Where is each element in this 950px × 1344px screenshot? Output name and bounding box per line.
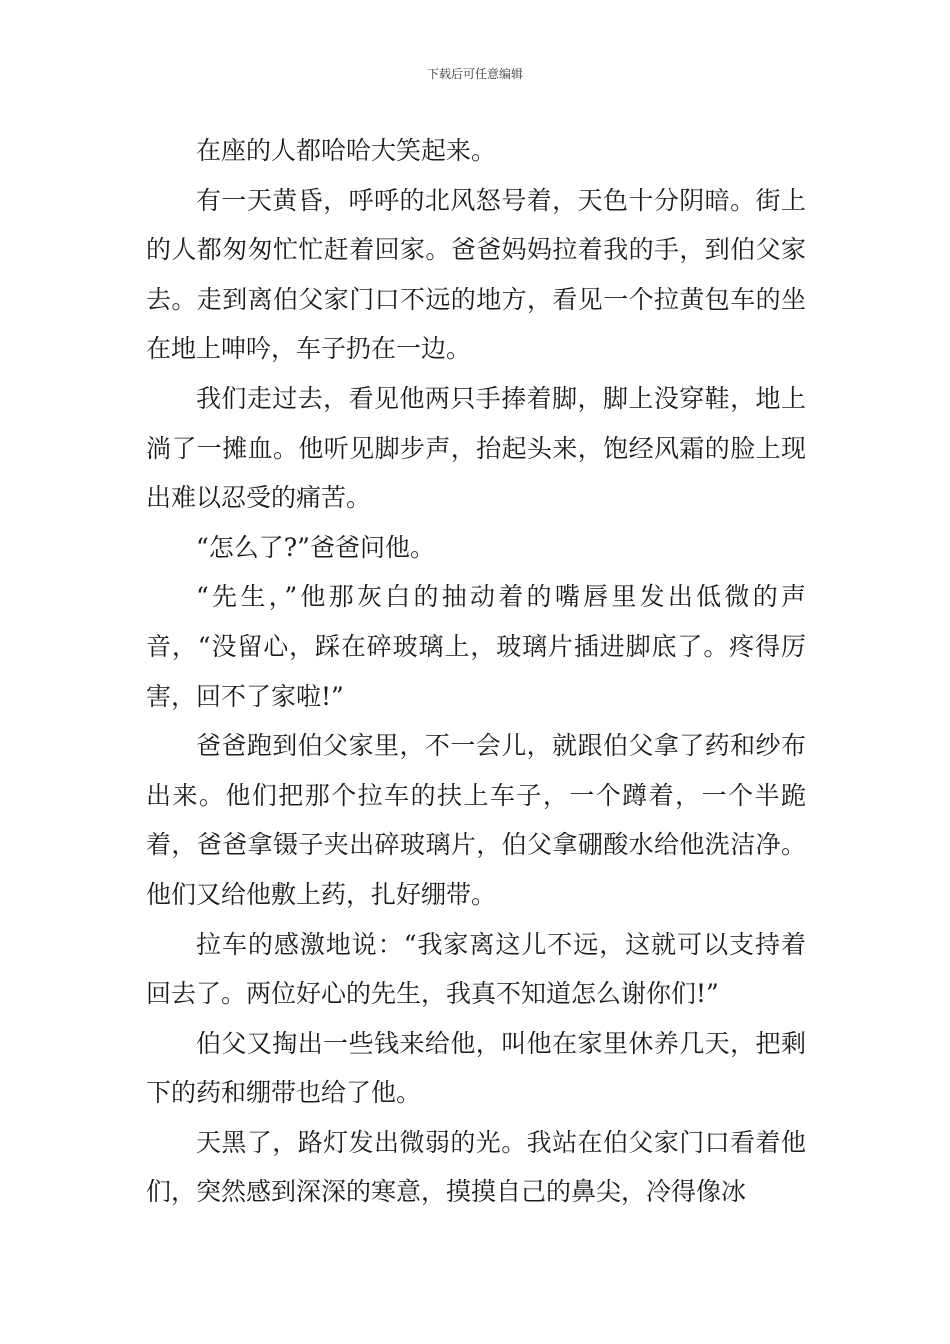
paragraph-3: 我们走过去，看见他两只手捧着脚，脚上没穿鞋，地上淌了一摊血。他听见脚步声，抬起头来，饱经风霜的脸上现出难以忍受的痛苦。 [146, 383, 806, 513]
paragraph-9: 天黑了，路灯发出微弱的光。我站在伯父家门口看着他们，突然感到深深的寒意，摸摸自己的鼻尖，冷得像冰 [146, 1127, 806, 1207]
paragraph-8: 伯父又掏出一些钱来给他，叫他在家里休养几天，把剩下的药和绷带也给了他。 [146, 1028, 806, 1108]
paragraph-1: 在座的人都哈哈大笑起来。 [196, 136, 497, 165]
page-header: 下载后可任意编辑 [426, 67, 523, 81]
paragraph-6: 爸爸跑到伯父家里，不一会儿，就跟伯父拿了药和纱布出来。他们把那个拉车的扶上车子，一个蹲着，一个半跪着，爸爸拿镊子夹出碎玻璃片，伯父拿硼酸水给他洗洁净。他们又给他敷上药，扎好绷带。 [146, 731, 806, 909]
paragraph-7: 拉车的感激地说：“我家离这儿不远，这就可以支持着回去了。两位好心的先生，我真不知道怎么谢你们!” [146, 929, 806, 1009]
body-text [146, 126, 806, 1217]
paragraph-2: 有一天黄昏，呼呼的北风怒号着，天色十分阴暗。街上的人都匆匆忙忙赶着回家。爸爸妈妈拉着我的手，到伯父家去。走到离伯父家门口不远的地方，看见一个拉黄包车的坐在地上呻吟，车子扔在一边。 [146, 185, 806, 364]
paragraph-4: “怎么了?”爸爸问他。 [196, 532, 435, 562]
paragraph-5: “先生，”他那灰白的抽动着的嘴唇里发出低微的声音，“没留心，踩在碎玻璃上，玻璃片插进脚底了。疼得厉害，回不了家啦!” [146, 582, 806, 711]
